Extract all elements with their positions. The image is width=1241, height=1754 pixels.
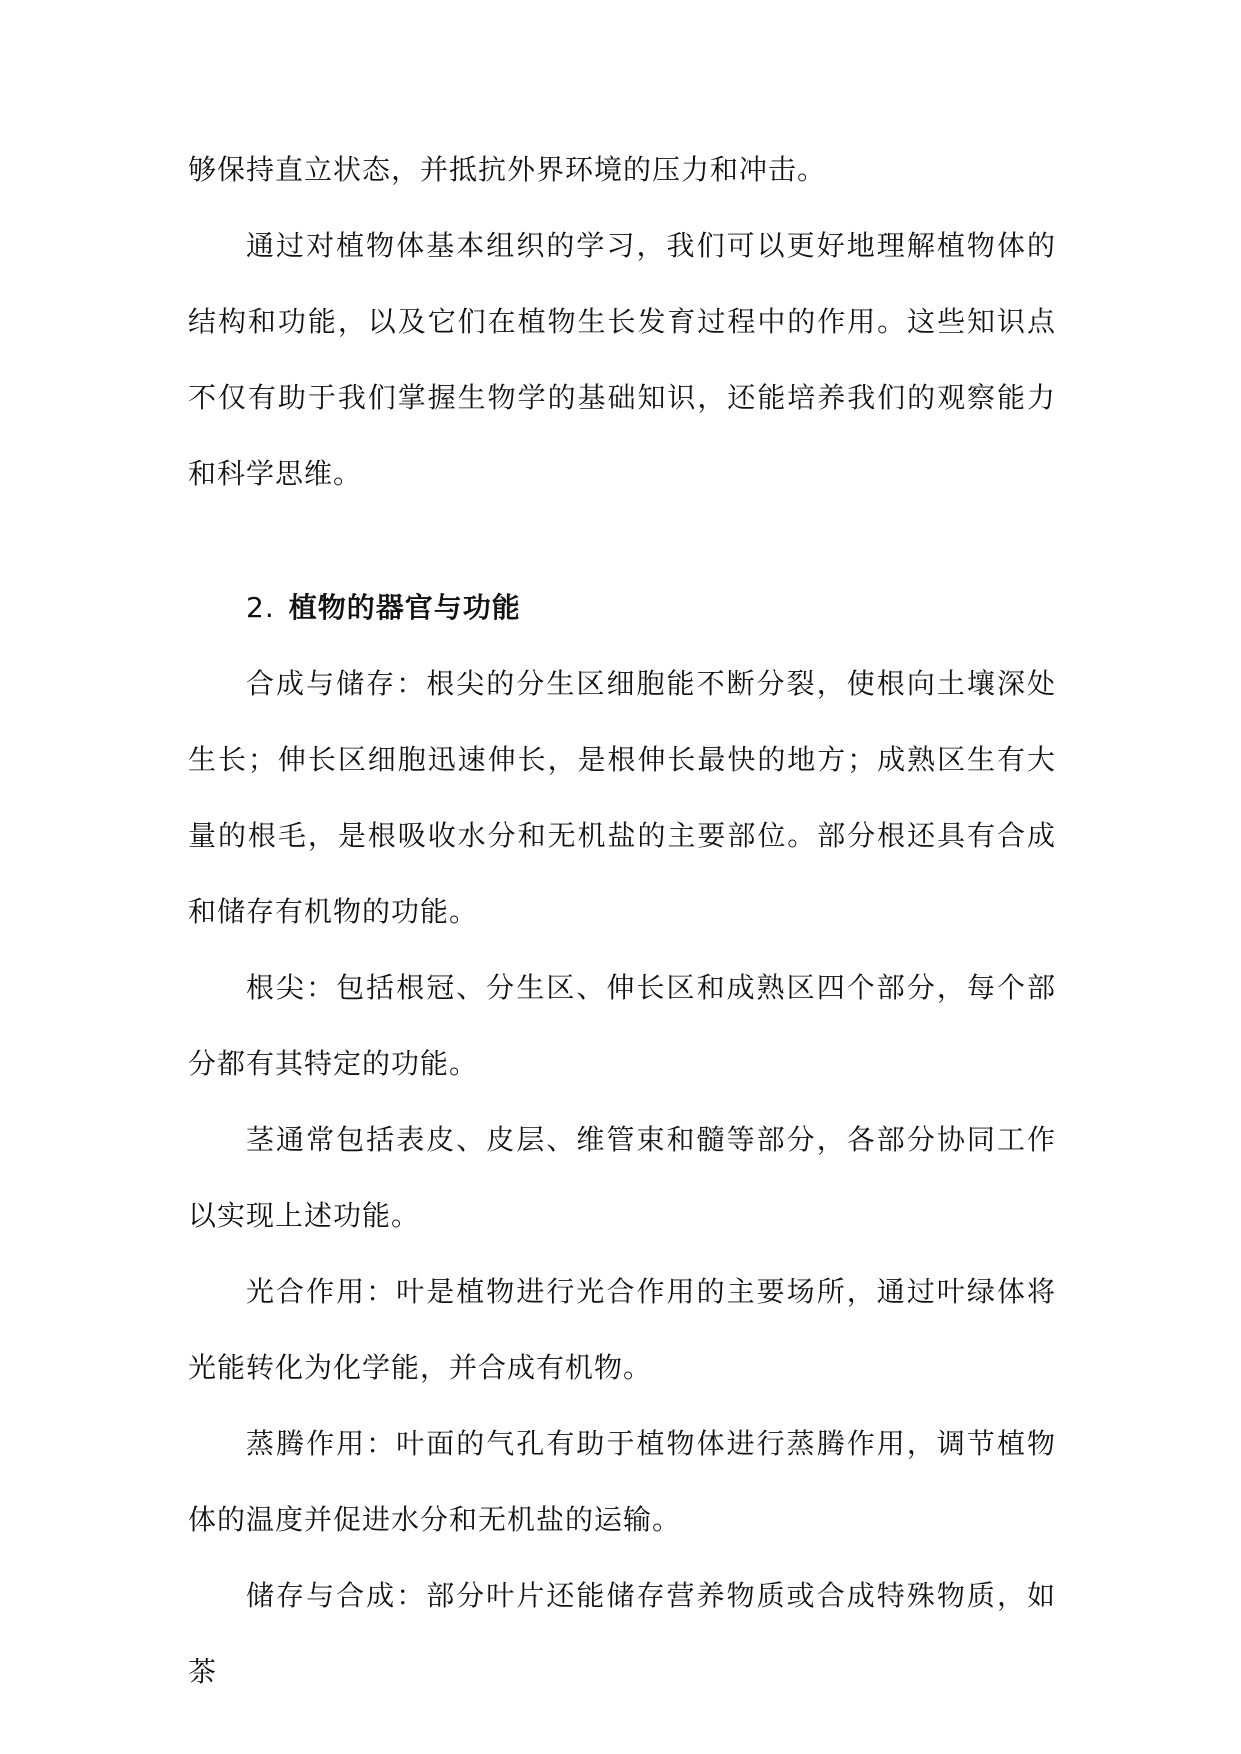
paragraph-transpiration: 蒸腾作用：叶面的气孔有助于植物体进行蒸腾作用，调节植物体的温度并促进水分和无机盐的运输。 — [188, 1427, 1056, 1536]
section-heading — [188, 570, 1056, 646]
paragraph-study-summary: 通过对植物体基本组织的学习，我们可以更好地理解植物体的结构和功能，以及它们在植物生长发育过程中的作用。这些知识点不仅有助于我们掌握生物学的基础知识，还能培养我们的观察能力和科学思维。 — [188, 229, 1056, 490]
paragraph-stem-structure: 茎通常包括表皮、皮层、维管束和髓等部分，各部分协同工作以实现上述功能。 — [188, 1123, 1056, 1232]
section-title: 植物的器官与功能 — [288, 591, 521, 624]
paragraph-leaf-storage: 储存与合成：部分叶片还能储存营养物质或合成特殊物质，如茶 — [188, 1579, 1056, 1688]
paragraph-root-tip: 根尖：包括根冠、分生区、伸长区和成熟区四个部分，每个部分都有其特定的功能。 — [188, 971, 1056, 1080]
section-number: 2. — [246, 591, 275, 624]
paragraph-root-synthesis-storage: 合成与储存：根尖的分生区细胞能不断分裂，使根向土壤深处生长；伸长区细胞迅速伸长，是根伸长最快的地方；成熟区生有大量的根毛，是根吸收水分和无机盐的主要部位。部分根还具有合成和储存有机物的功能。 — [188, 667, 1056, 928]
paragraph-photosynthesis: 光合作用：叶是植物进行光合作用的主要场所，通过叶绿体将光能转化为化学能，并合成有机物。 — [188, 1275, 1056, 1384]
paragraph-continuation: 够保持直立状态，并抵抗外界环境的压力和冲击。 — [188, 153, 827, 186]
document-body — [188, 132, 1056, 1710]
